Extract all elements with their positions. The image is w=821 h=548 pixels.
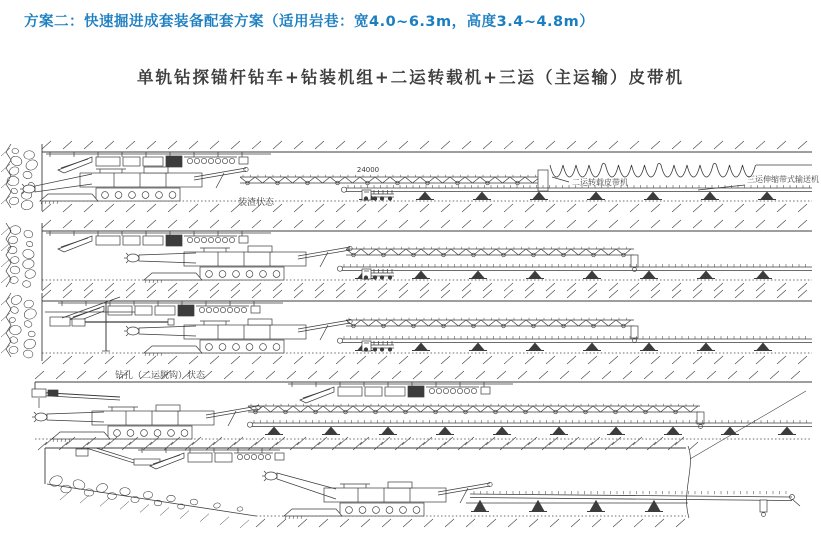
row1-dimension-24000: 24000 [356,166,380,174]
row-3-face-drilling-support [1,290,812,364]
row1-label-belt2: 二运转载皮带机 [572,178,628,187]
row4-state-label: 钻孔（二运脱钩）状态 [114,371,206,381]
row-1-mucking-state [1,141,819,212]
row1-state-label: 装渣状态 [237,198,275,208]
page-title: 方案二：快速掘进成套装备配套方案（适用岩巷：宽4.0~6.3m，高度3.4~4.8m） [24,14,595,30]
page-subtitle: 单轨钻探锚杆钻车+钻装机组+二运转载机+三运（主运输）皮带机 [137,68,684,87]
row-4-drilling-state [32,369,812,459]
row-2-machine-retreated [1,220,812,291]
row1-label-belt3: 三运伸缩带式输送机 [747,175,819,184]
row-5-belt-extension [45,437,800,528]
